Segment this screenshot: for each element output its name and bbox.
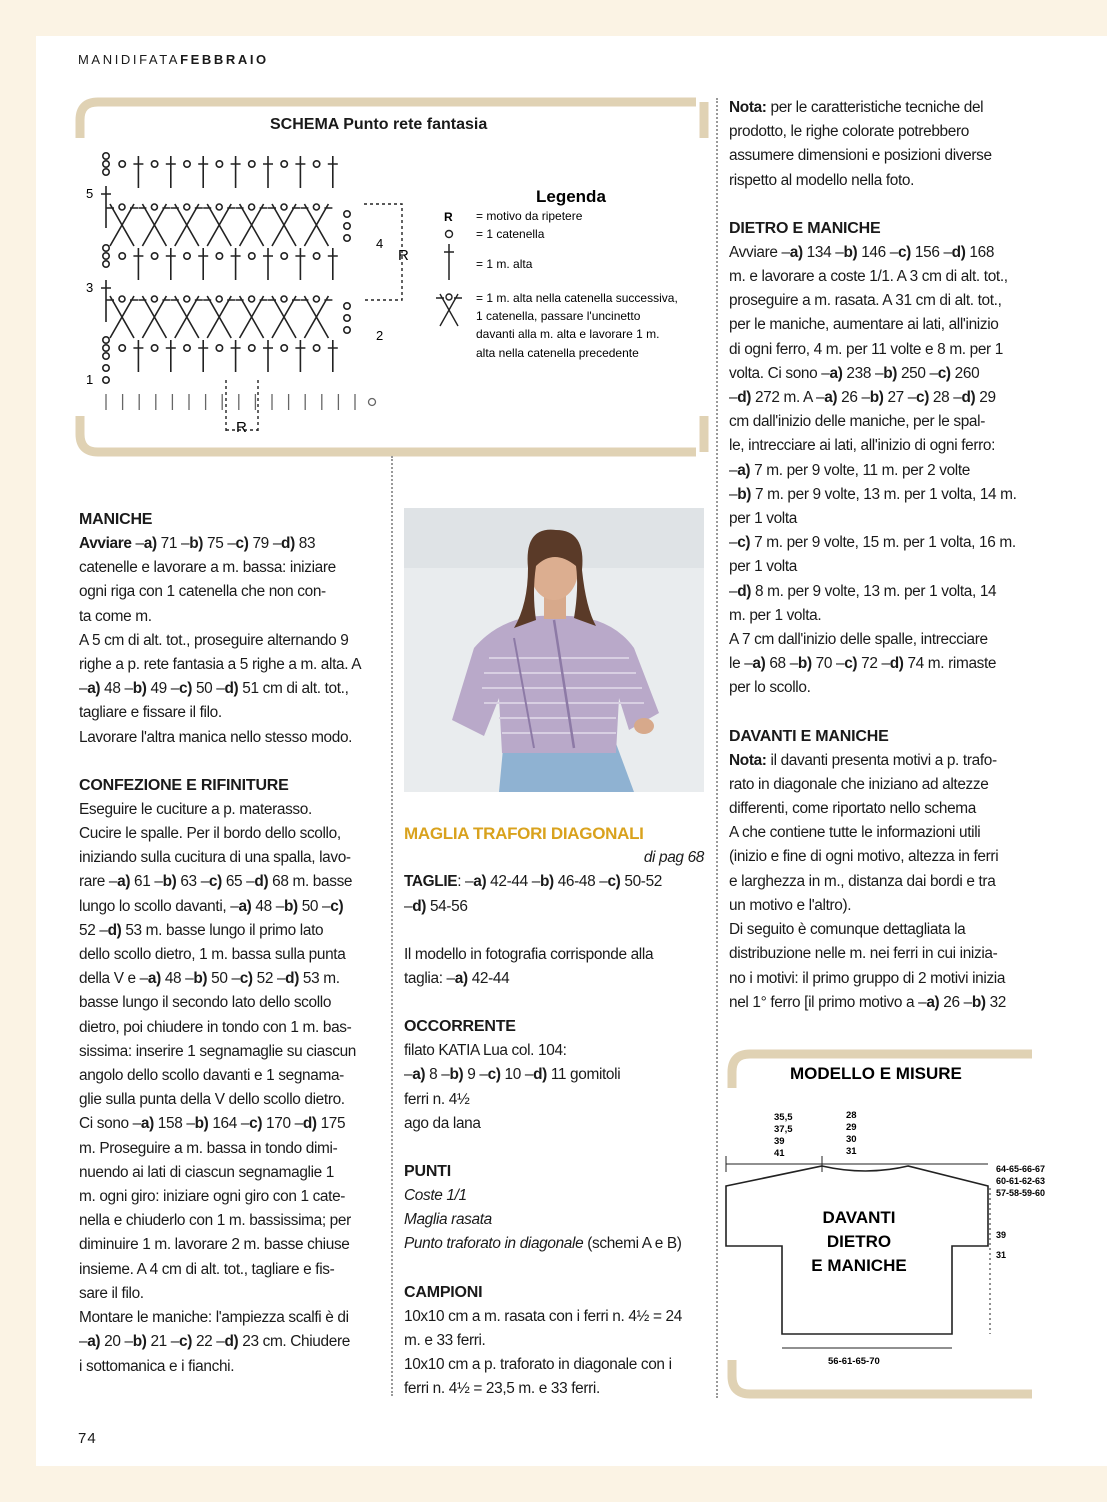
confezione-line: –a) 20 –b) 21 –c) 22 –d) 23 cm. Chiudere xyxy=(79,1333,350,1351)
chain-symbol xyxy=(216,204,222,210)
confezione-line: insieme. A 4 cm di alt. tot., tagliare e fis- xyxy=(79,1260,335,1278)
chain-symbol xyxy=(344,327,350,333)
piece-label-2: DIETRO xyxy=(826,1232,892,1251)
campioni-line: ferri n. 4½ = 23,5 m. e 33 ferri. xyxy=(404,1380,600,1398)
campioni-title: CAMPIONI xyxy=(404,1283,483,1301)
confezione-line: sare il filo. xyxy=(79,1284,144,1302)
piece-label-1: DAVANTI xyxy=(822,1208,896,1227)
chain-symbol xyxy=(249,253,255,259)
chain-symbol xyxy=(119,253,125,259)
dietro-line: m. e lavorare a coste 1/1. A 3 cm di alt. tot., xyxy=(729,268,1008,286)
dietro-line: cm dall'inizio delle maniche, per le spal- xyxy=(729,413,985,431)
chain-symbol xyxy=(103,169,109,175)
stitch-symbol xyxy=(328,340,338,372)
chain-symbol xyxy=(249,204,255,210)
confezione-line: m. ogni giro: iniziare ogni giro con 1 cate- xyxy=(79,1188,346,1206)
column-divider-right xyxy=(716,98,718,1398)
dietro-line: –a) 7 m. per 9 volte, 11 m. per 2 volte xyxy=(729,461,971,479)
chain-symbol xyxy=(281,204,287,210)
davanti-line: no i motivi: il primo gruppo di 2 motivi inizia xyxy=(729,969,1006,987)
davanti-body xyxy=(729,749,1029,1015)
chain-symbol xyxy=(281,345,287,351)
chain-symbol xyxy=(103,245,109,251)
stitch-symbol xyxy=(295,248,305,280)
chain-symbol xyxy=(313,296,319,302)
nota-body xyxy=(729,96,1029,193)
chain-symbol xyxy=(184,345,190,351)
legend-text-chain: = 1 catenella xyxy=(476,227,545,241)
dietro-title: DIETRO E MANICHE xyxy=(729,219,881,237)
confezione-line: nella e chiuderlo con 1 m. bassissima; per xyxy=(79,1212,351,1230)
dietro-line: m. per 1 volta. xyxy=(729,606,822,624)
sleeve-width-4: 41 xyxy=(774,1148,785,1159)
davanti-line: distribuzione nelle m. nei ferri in cui inizia- xyxy=(729,945,998,963)
confezione-line: angolo dello scollo davanti e 1 segnama- xyxy=(79,1067,344,1085)
campioni-line: m. e 33 ferri. xyxy=(404,1331,486,1349)
stitch-symbol xyxy=(295,156,305,188)
chain-symbol xyxy=(344,211,350,217)
stitch-symbol xyxy=(231,340,241,372)
maniche-line: Avviare –a) 71 –b) 75 –c) 79 –d) 83 xyxy=(79,535,316,552)
confezione-line: Montare le maniche: l'ampiezza scalfi è di xyxy=(79,1309,349,1327)
confezione-line: dello scollo dietro, 1 m. bassa sulla punta xyxy=(79,946,346,964)
chain-symbol xyxy=(103,345,109,351)
taglie-line: TAGLIE: –a) 42-44 –b) 46-48 –c) 50-52 xyxy=(404,873,662,891)
chain-symbol xyxy=(103,353,109,359)
chain-symbol xyxy=(119,296,125,302)
davanti-title: DAVANTI E MANICHE xyxy=(729,727,889,745)
legend-title: Legenda xyxy=(536,187,606,206)
dietro-line: per lo scollo. xyxy=(729,679,811,697)
dietro-line: –d) 272 m. A –a) 26 –b) 27 –c) 28 –d) 29 xyxy=(729,389,996,407)
stitch-symbol xyxy=(133,156,143,188)
height-h2: 31 xyxy=(996,1250,1007,1260)
confezione-line: diminuire 1 m. lavorare 2 m. basse chiuse xyxy=(79,1236,350,1254)
legend-text-cross-2: 1 catenella, passare l'uncinetto xyxy=(476,309,641,323)
chain-symbol xyxy=(313,345,319,351)
chain-symbol xyxy=(281,253,287,259)
sleeve-width-1: 35,5 xyxy=(774,1112,793,1123)
row-label-2: 2 xyxy=(376,328,384,343)
frame-bottom xyxy=(80,416,696,452)
header-brand: MANIDIFATA xyxy=(78,52,181,67)
stitch-symbol xyxy=(198,340,208,372)
occorrente-line: –a) 8 –b) 9 –c) 10 –d) 11 gomitoli xyxy=(404,1066,621,1084)
stitch-grid xyxy=(101,153,350,383)
dietro-body xyxy=(729,241,1029,701)
confezione-line: Eseguire le cuciture a p. materasso. xyxy=(79,800,312,818)
confezione-line: sissima: inserire 1 segnamaglie su ciascun xyxy=(79,1042,356,1060)
confezione-line: dietro, poi chiudere in tondo con 1 m. bas- xyxy=(79,1018,352,1036)
dietro-line: –b) 7 m. per 9 volte, 13 m. per 1 volta, 14 m. xyxy=(729,485,1017,503)
chain-symbol xyxy=(151,296,157,302)
davanti-line: (inizio e fine di ogni motivo, altezza in ferri xyxy=(729,848,999,866)
dietro-line: per 1 volta xyxy=(729,510,798,528)
base-ticks xyxy=(106,394,355,410)
confezione-line: Ci sono –a) 158 –b) 164 –c) 170 –d) 175 xyxy=(79,1115,346,1133)
running-header xyxy=(78,52,269,67)
chain-symbol xyxy=(281,296,287,302)
nota-line: assumere dimensioni e posizioni diverse xyxy=(729,147,992,165)
confezione-line: lungo lo scollo davanti, –a) 48 –b) 50 –c) xyxy=(79,897,344,915)
stitch-symbol xyxy=(133,340,143,372)
bottom-width: 56-61-65-70 xyxy=(828,1356,880,1367)
campioni-body xyxy=(404,1305,704,1402)
chain-symbol xyxy=(216,345,222,351)
maniche-line: tagliare e fissare il filo. xyxy=(79,704,222,722)
sleeve-width-2: 37,5 xyxy=(774,1124,793,1135)
chain-symbol xyxy=(249,345,255,351)
stitch-symbol xyxy=(263,340,273,372)
stitch-symbol xyxy=(328,156,338,188)
row-label-3: 3 xyxy=(86,280,94,295)
chain-symbol xyxy=(119,204,125,210)
chain-symbol xyxy=(249,161,255,167)
stitch-symbol xyxy=(101,280,111,322)
davanti-line: nel 1° ferro [il primo motivo a –a) 26 –b) 32 xyxy=(729,993,1007,1011)
davanti-line: rato in diagonale che iniziano ad altezze xyxy=(729,775,989,793)
right-column xyxy=(729,96,1029,1015)
row-label-4: 4 xyxy=(376,236,384,251)
chain-symbol xyxy=(151,253,157,259)
legend-symbol-stitch xyxy=(444,244,454,280)
chain-symbol xyxy=(103,261,109,267)
punti-line: Punto traforato in diagonale (schemi A e B) xyxy=(404,1235,682,1253)
dietro-line: per 1 volta xyxy=(729,558,798,576)
davanti-line: A che contiene tutte le informazioni utili xyxy=(729,824,981,842)
confezione-title: CONFEZIONE E RIFINITURE xyxy=(79,776,289,794)
column-divider-left xyxy=(391,456,393,1396)
row-label-1: 1 xyxy=(86,372,94,387)
dietro-line: per le maniche, aumentare ai lati, all'inizio xyxy=(729,316,999,334)
taglie-body xyxy=(404,870,704,918)
dietro-line: volta. Ci sono –a) 238 –b) 250 –c) 260 xyxy=(729,364,980,382)
occorrente-body xyxy=(404,1039,704,1136)
chain-symbol xyxy=(151,345,157,351)
modello-line: taglia: –a) 42-44 xyxy=(404,970,510,988)
chain-symbol xyxy=(249,296,255,302)
maniche-line: ogni riga con 1 catenella che non con- xyxy=(79,583,326,601)
chain-symbol xyxy=(313,253,319,259)
confezione-line: basse lungo il secondo lato dello scollo xyxy=(79,994,332,1012)
header-month: FEBBRAIO xyxy=(180,52,269,67)
legend-text-cross-1: = 1 m. alta nella catenella successiva, xyxy=(476,291,678,305)
modello-line: Il modello in fotografia corrisponde alla xyxy=(404,945,654,963)
dietro-line: Avviare –a) 134 –b) 146 –c) 156 –d) 168 xyxy=(729,243,995,261)
dietro-line: le, intrecciare ai lati, all'inizio di ogni ferro: xyxy=(729,437,996,455)
chain-symbol xyxy=(103,365,109,371)
legend-symbol-cross xyxy=(436,294,462,326)
maniche-line: ta come m. xyxy=(79,607,152,625)
dietro-line: di ogni ferro, 4 m. per 11 volte e 8 m. per 1 xyxy=(729,340,1003,358)
stitch-symbol xyxy=(166,340,176,372)
chain-symbol xyxy=(184,296,190,302)
measurements-diagram xyxy=(726,1048,1046,1400)
neck-width-3: 30 xyxy=(846,1134,857,1145)
confezione-line: glie sulla punta della V dello scollo dietro. xyxy=(79,1091,345,1109)
davanti-line: differenti, come riportato nello schema xyxy=(729,800,976,818)
model-photo xyxy=(404,508,704,792)
neck-width-2: 29 xyxy=(846,1122,857,1133)
neck-width-1: 28 xyxy=(846,1110,857,1121)
confezione-line: m. Proseguire a m. bassa in tondo dimi- xyxy=(79,1139,338,1157)
chain-symbol xyxy=(216,161,222,167)
height-h1: 39 xyxy=(996,1230,1007,1240)
dietro-line: proseguire a m. rasata. A 31 cm di alt. tot., xyxy=(729,292,1002,310)
chain-symbol xyxy=(281,161,287,167)
confezione-line: della V e –a) 48 –b) 50 –c) 52 –d) 53 m. xyxy=(79,970,340,988)
repeat-label-right: R xyxy=(398,247,409,264)
confezione-line: rare –a) 61 –b) 63 –c) 65 –d) 68 m. basse xyxy=(79,873,353,891)
campioni-line: 10x10 cm a m. rasata con i ferri n. 4½ = 24 xyxy=(404,1307,682,1325)
nota-line: rispetto al modello nella foto. xyxy=(729,171,915,189)
punti-title: PUNTI xyxy=(404,1163,452,1181)
height-label-2: 60-61-62-63 xyxy=(996,1176,1046,1186)
dietro-line: A 7 cm dall'inizio delle spalle, intrecciare xyxy=(729,631,988,649)
davanti-line: e larghezza in m., distanza dai bordi e tra xyxy=(729,872,996,890)
page-number: 74 xyxy=(78,1430,97,1447)
maniche-line: Lavorare l'altra manica nello stesso modo. xyxy=(79,728,353,746)
confezione-line: Cucire le spalle. Per il bordo dello scollo, xyxy=(79,825,341,843)
chain-symbol xyxy=(184,253,190,259)
stitch-symbol xyxy=(198,248,208,280)
pattern-title: MAGLIA TRAFORI DIAGONALI xyxy=(404,824,644,843)
stitch-symbol xyxy=(263,248,273,280)
maniche-line: righe a p. rete fantasia a 5 righe a m. alta. A xyxy=(79,656,362,674)
occorrente-line: ago da lana xyxy=(404,1114,481,1132)
chain-symbol xyxy=(151,161,157,167)
legend-symbol-r: R xyxy=(444,210,453,224)
chain-symbol xyxy=(344,223,350,229)
maniche-body xyxy=(79,532,379,750)
punti-line: Coste 1/1 xyxy=(404,1187,467,1205)
maniche-line: –a) 48 –b) 49 –c) 50 –d) 51 cm di alt. tot., xyxy=(79,680,349,698)
chain-symbol xyxy=(119,345,125,351)
middle-column xyxy=(404,822,704,1401)
modello-body xyxy=(404,943,704,991)
confezione-line: i sottomanica e i fianchi. xyxy=(79,1357,235,1375)
confezione-body xyxy=(79,798,379,1379)
legend-text-stitch: = 1 m. alta xyxy=(476,257,533,271)
dietro-line: le –a) 68 –b) 70 –c) 72 –d) 74 m. rimaste xyxy=(729,655,997,673)
height-label-1: 64-65-66-67 xyxy=(996,1164,1046,1174)
chain-symbol xyxy=(313,161,319,167)
davanti-line: un motivo e l'altro). xyxy=(729,896,852,914)
confezione-line: nuendo ai lati di ciascun segnamaglie 1 xyxy=(79,1163,335,1181)
chain-symbol xyxy=(103,161,109,167)
chain-symbol xyxy=(103,377,109,383)
chain-symbol xyxy=(184,204,190,210)
stitch-symbol xyxy=(328,248,338,280)
taglie-line: –d) 54-56 xyxy=(404,897,468,915)
height-label-3: 57-58-59-60 xyxy=(996,1188,1046,1198)
maniche-line: A 5 cm di alt. tot., proseguire alternando 9 xyxy=(79,631,349,649)
chain-symbol xyxy=(216,296,222,302)
stitch-symbol xyxy=(133,248,143,280)
legend-text-repeat: = motivo da ripetere xyxy=(476,209,583,223)
maniche-title: MANICHE xyxy=(79,511,153,528)
chain-symbol xyxy=(103,253,109,259)
row-label-5: 5 xyxy=(86,186,94,201)
chain-symbol xyxy=(216,253,222,259)
legend-symbol-chain xyxy=(446,231,453,238)
stitch-symbol xyxy=(295,340,305,372)
chain-symbol xyxy=(119,161,125,167)
schema-title: SCHEMA Punto rete fantasia xyxy=(270,116,488,133)
occorrente-line: filato KATIA Lua col. 104: xyxy=(404,1042,567,1060)
piece-label-3: E MANICHE xyxy=(811,1256,907,1275)
chain-symbol xyxy=(184,161,190,167)
chain-symbol xyxy=(151,204,157,210)
nota-line: prodotto, le righe colorate potrebbero xyxy=(729,123,969,141)
stitch-symbol xyxy=(263,156,273,188)
neck-width-4: 31 xyxy=(846,1146,857,1157)
confezione-line: iniziando sulla cucitura di una spalla, lavo- xyxy=(79,849,351,867)
chain-symbol xyxy=(103,337,109,343)
stitch-symbol xyxy=(166,156,176,188)
repeat-label-bottom: R xyxy=(236,419,247,436)
legend-text-cross-4: alta nella catenella precedente xyxy=(476,346,639,360)
schema-chart xyxy=(76,98,708,456)
punti-body xyxy=(404,1184,704,1257)
stitch-symbol xyxy=(166,248,176,280)
campioni-line: 10x10 cm a p. traforato in diagonale con i xyxy=(404,1356,672,1374)
page-reference: di pag 68 xyxy=(643,849,704,867)
dietro-line: –d) 8 m. per 9 volte, 13 m. per 1 volta, 14 xyxy=(729,582,997,600)
chain-symbol xyxy=(344,235,350,241)
stitch-symbol xyxy=(101,186,111,228)
maniche-line: catenelle e lavorare a m. bassa: iniziare xyxy=(79,559,336,577)
punti-line: Maglia rasata xyxy=(404,1211,492,1229)
modello-title: MODELLO E MISURE xyxy=(790,1064,962,1083)
chain-symbol xyxy=(313,204,319,210)
repeat-bracket-right xyxy=(364,204,402,300)
stitch-symbol xyxy=(231,156,241,188)
chain-symbol xyxy=(344,315,350,321)
occorrente-title: OCCORRENTE xyxy=(404,1018,516,1036)
davanti-line: Di seguito è comunque dettagliata la xyxy=(729,921,966,939)
confezione-line: 52 –d) 53 m. basse lungo il primo lato xyxy=(79,921,324,939)
dietro-line: –c) 7 m. per 9 volte, 15 m. per 1 volta, 16 m. xyxy=(729,534,1016,552)
chain-symbol xyxy=(103,153,109,159)
stitch-symbol xyxy=(198,156,208,188)
occorrente-line: ferri n. 4½ xyxy=(404,1090,470,1108)
legend-text-cross-3: davanti alla m. alta e lavorare 1 m. xyxy=(476,327,660,341)
stitch-symbol xyxy=(231,248,241,280)
davanti-line: Nota: il davanti presenta motivi a p. trafo- xyxy=(729,751,997,769)
left-column xyxy=(79,508,379,1379)
nota-line: Nota: per le caratteristiche tecniche del xyxy=(729,99,984,116)
sleeve-width-3: 39 xyxy=(774,1136,785,1147)
chain-symbol xyxy=(344,303,350,309)
